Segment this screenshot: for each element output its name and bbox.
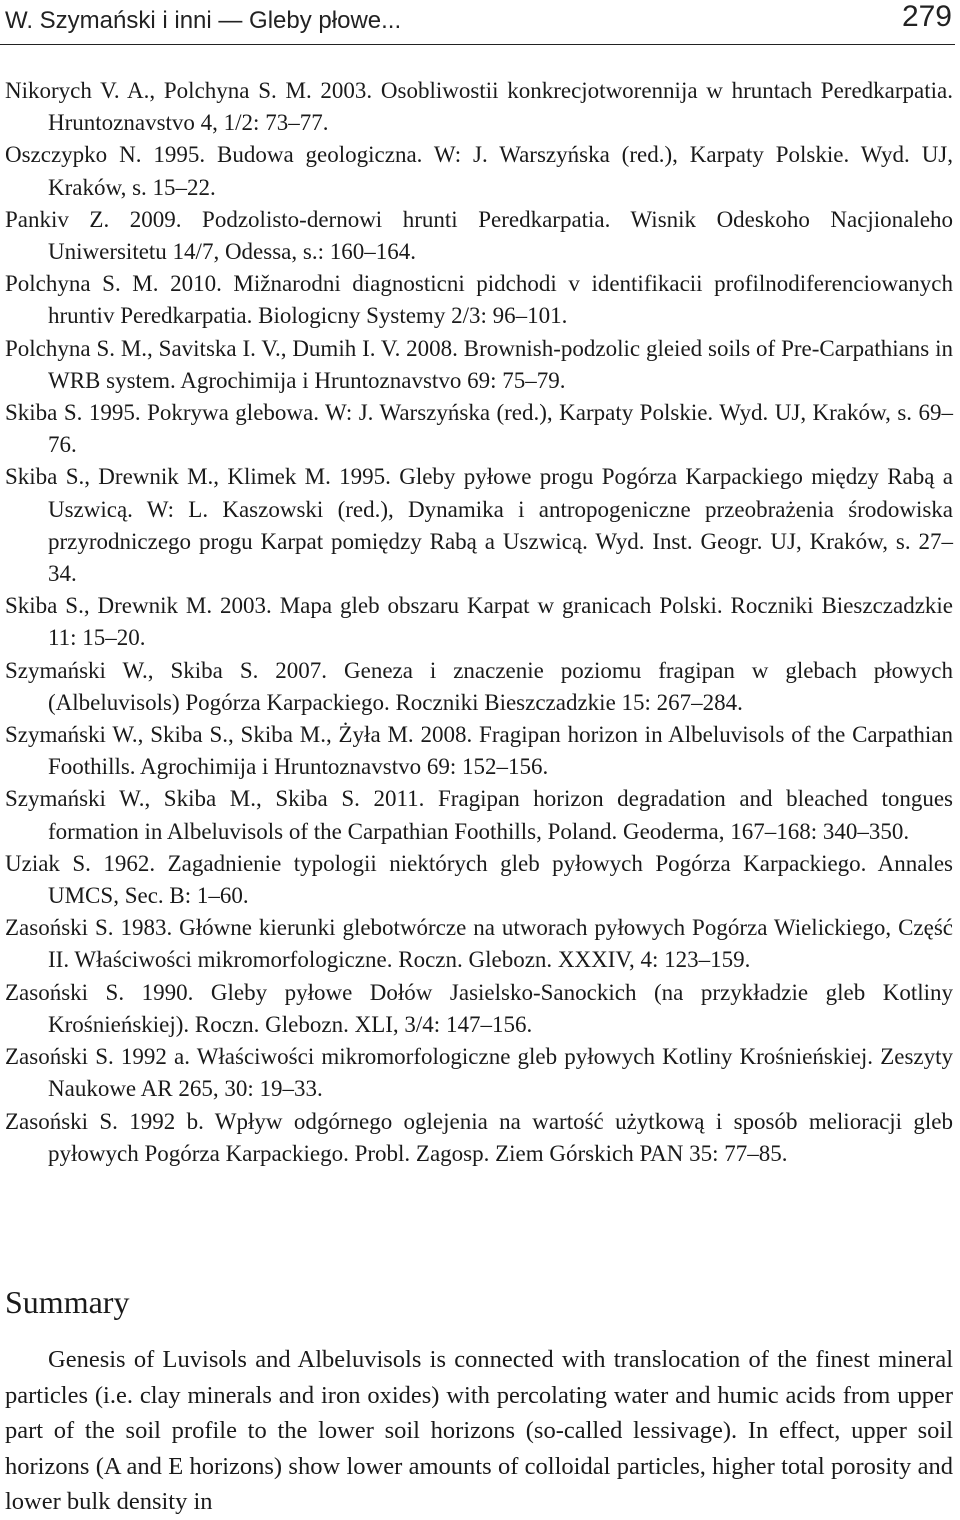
reference-item: Zasoński S. 1992 a. Właściwości mikromorfologiczne gleb pyłowych Kotliny Krośnieńskiej. Zeszyty Naukowe AR 265, 30: 19–33.: [5, 1044, 953, 1102]
reference-item: Polchyna S. M., Savitska I. V., Dumih I. V. 2008. Brownish-podzolic gleied soils of Pre-Carpathians in WRB system. Agrochimija i Hruntoznavstvo 69: 75–79.: [5, 335, 953, 393]
reference-item: Zasoński S. 1983. Główne kierunki glebotwórcze na utworach pyłowych Pogórza Wielickiego, Część II. Właściwości mikromorfologiczne. Roczn. Glebozn. XXXIV, 4: 123–159.: [5, 915, 953, 973]
reference-item: Skiba S. 1995. Pokrywa glebowa. W: J. Warszyńska (red.), Karpaty Polskie. Wyd. UJ, Kraków, s. 69–76.: [5, 400, 953, 458]
reference-item: Oszczypko N. 1995. Budowa geologiczna. W: J. Warszyńska (red.), Karpaty Polskie. Wyd. UJ, Kraków, s. 15–22.: [5, 142, 953, 200]
summary-paragraph: Genesis of Luvisols and Albeluvisols is connected with translocation of the finest mineral particles (i.e. clay minerals and iron oxides) with percolating water and humic acids from upper part of the soil profile to the lower soil horizons (so-called lessivage). In effect, upper soil horizons (A and E horizons) show lower amounts of colloidal particles, higher total porosity and lower bulk density in: [5, 1346, 953, 1515]
running-header: [0, 0, 955, 45]
reference-list: [5, 75, 953, 1170]
reference-item: Szymański W., Skiba S. 2007. Geneza i znaczenie poziomu fragipan w glebach płowych (Albeluvisols) Pogórza Karpackiego. Roczniki Bieszczadzkie 15: 267–284.: [5, 657, 953, 715]
reference-item: Nikorych V. A., Polchyna S. M. 2003. Osobliwostii konkrecjotworennija w hruntach Peredkarpatia. Hruntoznavstvo 4, 1/2: 73–77.: [5, 78, 953, 136]
reference-item: Szymański W., Skiba S., Skiba M., Żyła M. 2008. Fragipan horizon in Albeluvisols of the Carpathian Foothills. Agrochimija i Hruntoznavstvo 69: 152–156.: [5, 722, 953, 780]
reference-item: Zasoński S. 1992 b. Wpływ odgórnego oglejenia na wartość użytkową i sposób melioracji gleb pyłowych Pogórza Karpackiego. Probl. Zagosp. Ziem Górskich PAN 35: 77–85.: [5, 1108, 953, 1166]
page-number: 279: [901, 0, 952, 33]
reference-item: Polchyna S. M. 2010. Mižnarodni diagnosticni pidchodi v identifikacii profilnodiferenciowanych hruntiv Peredkarpatia. Biologicny Systemy 2/3: 96–101.: [5, 271, 953, 329]
reference-item: Uziak S. 1962. Zagadnienie typologii niektórych gleb pyłowych Pogórza Karpackiego. Annales UMCS, Sec. B: 1–60.: [5, 850, 953, 909]
reference-item: Pankiv Z. 2009. Podzolisto-dernowi hrunti Peredkarpatia. Wisnik Odeskoho Nacjionaleho Uniwersitetu 14/7, Odessa, s.: 160–164.: [5, 206, 953, 265]
reference-item: Skiba S., Drewnik M., Klimek M. 1995. Gleby pyłowe progu Pogórza Karpackiego między Rabą a Uszwicą. W: L. Kaszowski (red.), Dynamika i antropogeniczne przeobrażenia środowiska przyrodniczego progu Karpat pomiędzy Rabą a Uszwicą. Wyd. Inst. Geogr. UJ, Kraków, s. 27–34.: [5, 464, 953, 587]
reference-item: Zasoński S. 1990. Gleby pyłowe Dołów Jasielsko-Sanockich (na przykładzie gleb Kotliny Krośnieńskiej). Roczn. Glebozn. XLI, 3/4: 147–156.: [5, 979, 953, 1037]
reference-item: Szymański W., Skiba M., Skiba S. 2011. Fragipan horizon degradation and bleached tongues formation in Albeluvisols of the Carpathian Foothills, Poland. Geoderma, 167–168: 340–350.: [5, 786, 953, 844]
running-title: W. Szymański i inni — Gleby płowe...: [5, 7, 402, 34]
reference-item: Skiba S., Drewnik M. 2003. Mapa gleb obszaru Karpat w granicach Polski. Roczniki Bieszczadzkie 11: 15–20.: [5, 593, 953, 651]
summary-heading: Summary: [5, 1284, 130, 1320]
